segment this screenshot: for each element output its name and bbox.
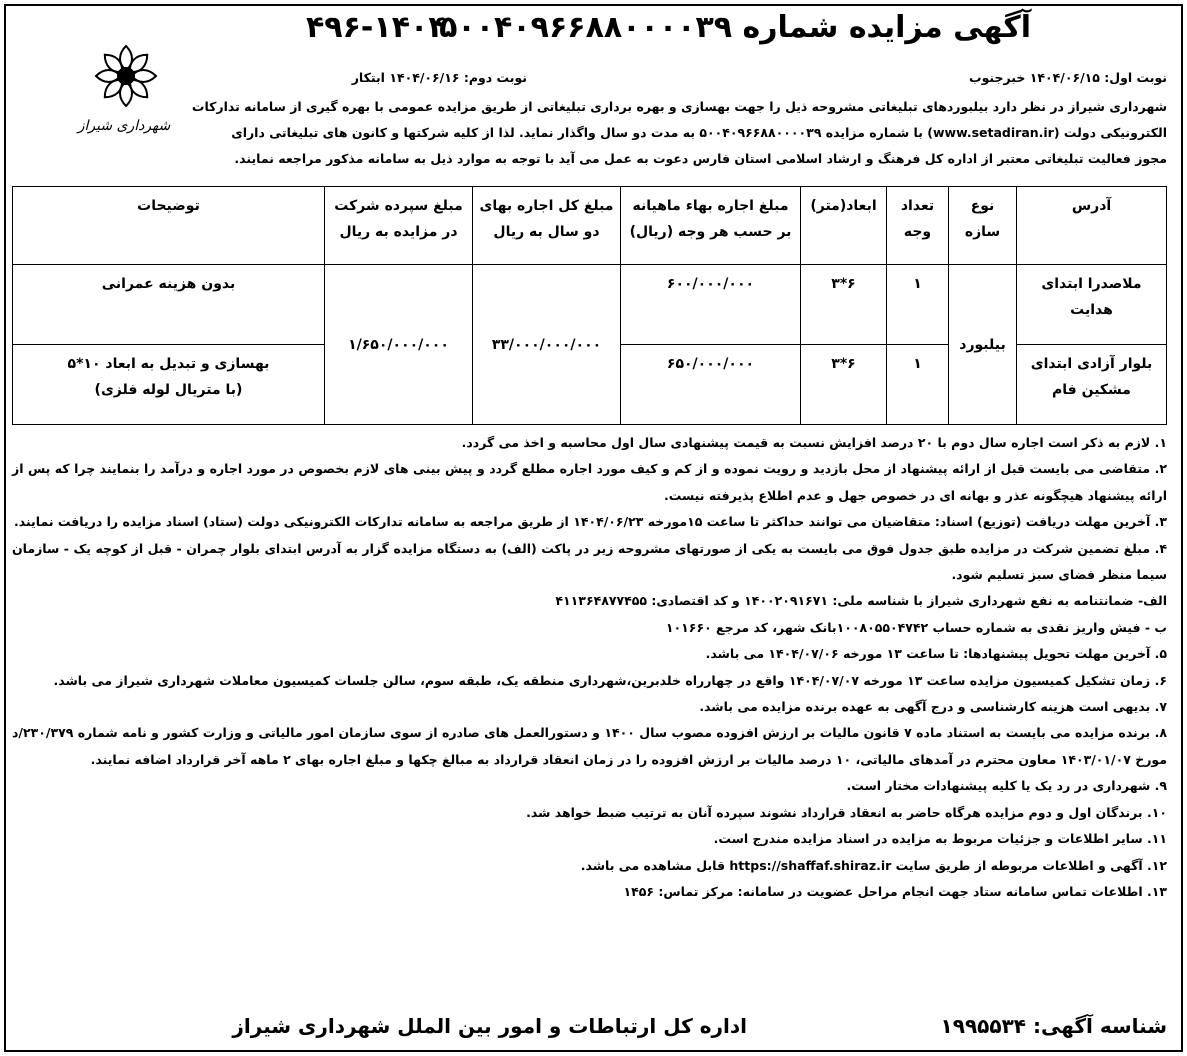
condition-item: الف- ضمانتنامه به نفع شهرداری شیراز با شناسه ملی: ۱۴۰۰۲۰۹۱۶۷۱ و کد اقتصادی: ۴۱۱۳۶۴۸۷۷۴۵۵ <box>555 593 1167 609</box>
ad-id: شناسه آگهی: ۱۹۹۵۵۳۴ <box>940 1014 1167 1038</box>
cell-count: ۱ <box>887 265 949 345</box>
condition-item: ۷. بدیهی است هزینه کارشناسی و درج آگهی به عهده برنده مزایده می باشد. <box>699 699 1167 715</box>
table-row <box>13 265 1167 345</box>
notice-dates <box>167 70 1167 92</box>
issuing-org: اداره کل ارتباطات و امور بین الملل شهرداری شیراز <box>232 1014 747 1038</box>
cell-address: بلوار آزادی ابتدای مشکین فام <box>1017 345 1167 425</box>
logo-caption: شهرداری شیراز <box>77 118 171 134</box>
note-line: بهسازی و تبدیل به ابعاد ۱۰*۵ <box>67 356 270 372</box>
condition-item: ۲. متقاضی می بایست قبل از ارائه پیشنهاد از محل بازدید و رویت نموده و از کم و کیف مورد اجاره مطلع گردد و پیش بینی های لازم بخصوص در مورد اجاره و درآمد را بنمایند چرا که پس از ارائه پیشنهاد هیچگونه عذر و بهانه ای در خصوص جهل و عدم اطلاع پذیرفته نیست. <box>12 461 1167 503</box>
cell-notes <box>13 345 325 425</box>
col-total-rent: مبلغ کل اجاره بهای دو سال به ریال <box>473 187 621 265</box>
cell-dimensions: ۶*۳ <box>801 265 887 345</box>
condition-item: ۹. شهرداری در رد یک یا کلیه پیشنهادات مختار است. <box>846 778 1167 794</box>
condition-item: ۸. برنده مزایده می بایست به استناد ماده ۷ قانون مالیات بر ارزش افزوده مصوب سال ۱۴۰۰ و دستورالعمل های صادره از سوی سازمان امور مالیاتی و وزارت کشور و نامه شماره ۲۳۰/۳۷۹/د مورخ ۱۴۰۳/۰۱/۰۷ معاون محترم در آمدهای مالیاتی، ۱۰ درصد مالیات بر ارزش افزوده را در زمان انعقاد قرارداد به مبالغ چکها و مبلغ اجاره بهای ۲ ماهه آخر قرارداد اضافه نمایند. <box>12 725 1167 767</box>
condition-item: ۵. آخرین مهلت تحویل پیشنهادها: تا ساعت ۱۳ مورخه ۱۴۰۴/۰۷/۰۶ می باشد. <box>705 646 1167 662</box>
auction-title: آگهی مزایده شماره ۵۰۰۴۰۹۶۶۸۸۰۰۰۰۳۹ <box>439 10 1031 45</box>
condition-item: ۱۱. سایر اطلاعات و جزئیات مربوط به مزایده در اسناد مزایده مندرج است. <box>713 831 1167 847</box>
col-count: تعداد وجه <box>887 187 949 265</box>
cell-count: ۱ <box>887 345 949 425</box>
cell-monthly-rent: ۶۵۰/۰۰۰/۰۰۰ <box>621 345 801 425</box>
condition-item: ۱۰. برندگان اول و دوم مزایده هرگاه حاضر به انعقاد قرارداد نشوند سپرده آنان به ترتیب ضبط خواهد شد. <box>526 804 1167 820</box>
col-address: آدرس <box>1017 187 1167 265</box>
intro-line: شهرداری شیراز در نظر دارد بیلبوردهای تبلیغاتی مشروحه ذیل را جهت بهسازی و بهره برداری تبلیغاتی از طریق مزایده عمومی با بهره گیری از سامانه تدارکات <box>191 99 1167 114</box>
cell-deposit: ۱/۶۵۰/۰۰۰/۰۰۰ <box>325 265 473 425</box>
note-line: (با متریال لوله فلزی) <box>94 382 243 398</box>
second-notice: نوبت دوم: ۱۴۰۴/۰۶/۱۶ ابتکار <box>351 70 527 85</box>
table-header-row <box>13 187 1167 265</box>
auction-code: ۴۹۶-۱۴۰۴ <box>306 10 447 45</box>
col-type: نوع سازه <box>949 187 1017 265</box>
cell-dimensions: ۶*۳ <box>801 345 887 425</box>
condition-item: ب - فیش واریز نقدی به شماره حساب ۱۰۰۸۰۵۵۰۴۷۴۲بانک شهر، کد مرجع ۱۰۱۶۶۰ <box>665 619 1167 635</box>
condition-item: ۳. آخرین مهلت دریافت (توزیع) اسناد: متقاضیان می توانند حداکثر تا ساعت ۱۵مورخه ۱۴۰۴/۰۶/۲۳ از طریق مراجعه به سامانه تدارکات الکترونیکی دولت (ستاد) اسناد مزایده را دریافت نمایند. <box>13 514 1167 530</box>
note-line: بدون هزینه عمرانی <box>101 276 236 292</box>
condition-item: ۴. مبلغ تضمین شرکت در مزایده طبق جدول فوق می بایست به یکی از صورتهای مشروحه زیر در پاکت (الف) به دستگاه مزایده گزار به آدرس ابتدای بلوار چمران - قبل از کوچه یک - سازمان سیما منظر فضای سبز تسلیم شود. <box>12 540 1167 583</box>
cell-structure-type: بیلبورد <box>949 265 1017 425</box>
ad-frame <box>4 4 1183 1052</box>
conditions-list <box>12 430 1167 905</box>
first-notice: نوبت اول: ۱۴۰۴/۰۶/۱۵ خبرجنوب <box>969 70 1167 85</box>
billboard-table <box>12 186 1167 425</box>
intro-paragraph <box>187 94 1167 172</box>
condition-item: ۱. لازم به ذکر است اجاره سال دوم با ۲۰ درصد افزایش نسبت به قیمت پیشنهادی سال اول محاسبه و اخذ می گردد. <box>461 435 1167 450</box>
condition-item: ۱۲. آگهی و اطلاعات مربوطه از طریق سایت https://shaffaf.shiraz.ir قابل مشاهده می باشد. <box>580 857 1167 873</box>
cell-notes <box>13 265 325 345</box>
col-deposit: مبلغ سپرده شرکت در مزایده به ریال <box>325 187 473 265</box>
shiraz-municipality-logo <box>64 42 184 142</box>
intro-line: الکترونیکی دولت (www.setadiran.ir) با شماره مزایده ۵۰۰۴۰۹۶۶۸۸۰۰۰۰۳۹ به مدت دو سال واگذار نماید. لذا از کلیه شرکتها و کانون های تبلیغاتی دارای <box>231 125 1167 140</box>
condition-item: ۶. زمان تشکیل کمیسیون مزایده ساعت ۱۳ مورخه ۱۴۰۴/۰۷/۰۷ واقع در چهارراه خلدبرین،شهرداری منطقه یک، طبقه سوم، سالن جلسات کمیسیون معاملات شهرداری شیراز می باشد. <box>53 672 1167 688</box>
cell-monthly-rent: ۶۰۰/۰۰۰/۰۰۰ <box>621 265 801 345</box>
col-dimensions: ابعاد(متر) <box>801 187 887 265</box>
col-notes: توضیحات <box>13 187 325 265</box>
ad-footer <box>12 1010 1167 1046</box>
condition-item: ۱۳. اطلاعات تماس سامانه ستاد جهت انجام مراحل عضویت در سامانه: مرکز تماس: ۱۴۵۶ <box>623 883 1167 899</box>
cell-total-rent: ۳۳/۰۰۰/۰۰۰/۰۰۰ <box>473 265 621 425</box>
cell-address: ملاصدرا ابتدای هدایت <box>1017 265 1167 345</box>
intro-line: مجوز فعالیت تبلیغاتی معتبر از اداره کل فرهنگ و ارشاد اسلامی استان فارس دعوت به عمل می آید با توجه به موارد ذیل به سامانه مذکور مراجعه نمایند. <box>234 151 1167 166</box>
col-monthly-rent: مبلغ اجاره بهاء ماهیانه بر حسب هر وجه (ریال) <box>621 187 801 265</box>
